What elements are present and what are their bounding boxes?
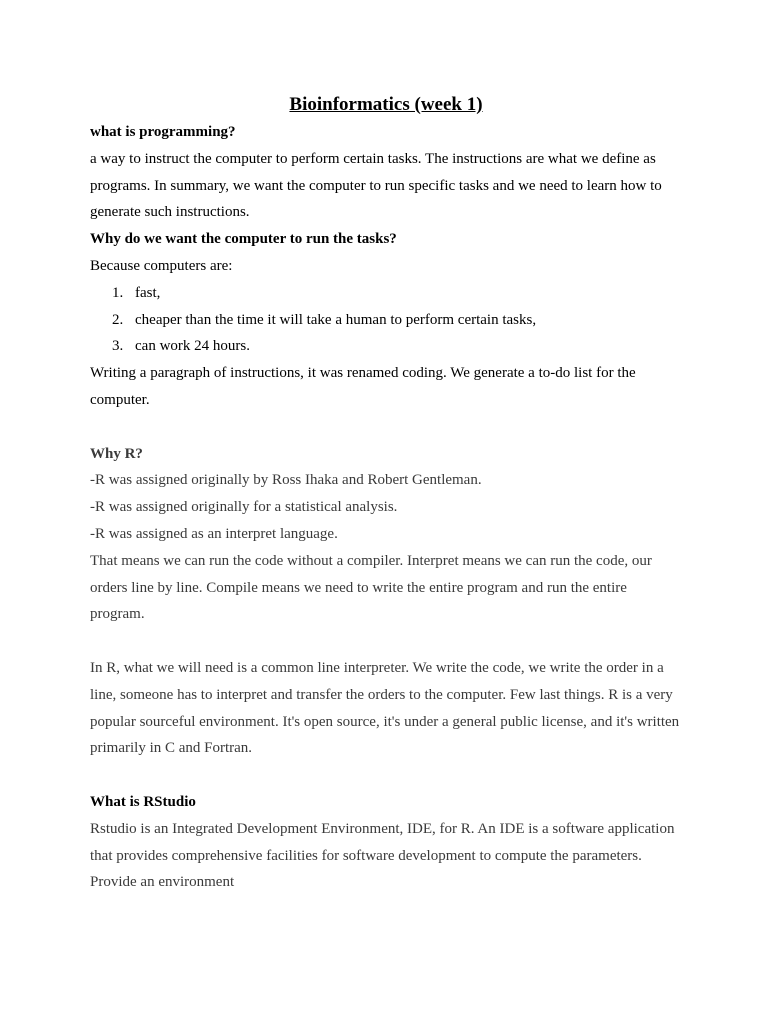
reasons-list	[90, 280, 682, 360]
blank-line	[90, 628, 682, 655]
list-item-text: can work 24 hours.	[135, 338, 250, 355]
list-item	[90, 307, 682, 334]
list-item-text: fast,	[135, 284, 161, 301]
list-item-number: 2.	[112, 311, 124, 328]
heading-what-is-programming: what is programming?	[90, 124, 236, 140]
paragraph-interpret-vs-compile: That means we can run the code without a compiler. Interpret means we can run the code, our orders line by line. Compile means we need to write the entire program and run the entire program.	[90, 552, 652, 623]
line-r-statistical: -R was assigned originally for a statistical analysis.	[90, 499, 398, 516]
paragraph-because-computers: Because computers are:	[90, 257, 233, 274]
paragraph-r-interpreter: In R, what we will need is a common line interpreter. We write the code, we write the order in a line, someone has to interpret and transfer the orders to the computer. Few last things. R is a very popular sourceful environment. It's open source, it's under a general public license, and it's written primarily in C and Fortran.	[90, 659, 680, 757]
blank-line	[90, 762, 682, 789]
blank-line	[90, 414, 682, 441]
paragraph-rstudio: Rstudio is an Integrated Development Environment, IDE, for R. An IDE is a software application that provides comprehensive facilities for software development to compute the parameters. Provide an environment	[90, 820, 675, 891]
list-item-number: 3.	[112, 338, 124, 355]
heading-what-is-rstudio: What is RStudio	[90, 793, 196, 810]
list-item	[90, 333, 682, 360]
list-item	[90, 280, 682, 307]
heading-why-computer-tasks: Why do we want the computer to run the tasks?	[90, 231, 397, 248]
paragraph-programming-definition: a way to instruct the computer to perform certain tasks. The instructions are what we define as programs. In summary, we want the computer to run specific tasks and we need to learn how to generate such instructions.	[90, 150, 662, 221]
line-r-interpret: -R was assigned as an interpret language.	[90, 525, 338, 542]
line-r-origin: -R was assigned originally by Ross Ihaka and Robert Gentleman.	[90, 472, 482, 489]
paragraph-coding: Writing a paragraph of instructions, it was renamed coding. We generate a to-do list for the computer.	[90, 365, 636, 408]
list-item-text: cheaper than the time it will take a human to perform certain tasks,	[135, 311, 537, 328]
heading-why-r: Why R?	[90, 445, 143, 462]
list-item-number: 1.	[112, 284, 124, 301]
document-title: Bioinformatics (week 1)	[289, 94, 483, 115]
document-page	[90, 91, 682, 896]
